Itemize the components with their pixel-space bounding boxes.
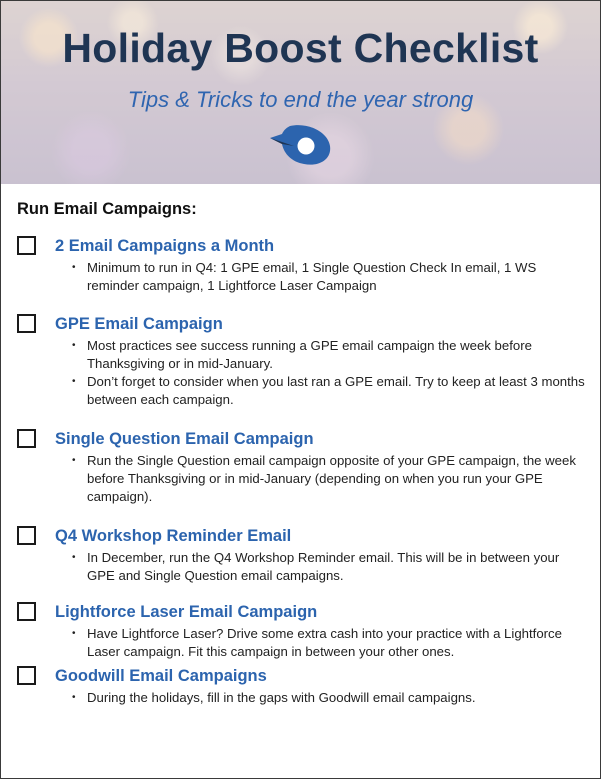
bullet-list — [55, 549, 586, 585]
checklist-item — [17, 235, 586, 295]
checkbox[interactable] — [17, 314, 36, 333]
section-heading: Run Email Campaigns: — [17, 200, 197, 218]
checklist-item — [17, 601, 586, 661]
bullet-item: • Run the Single Question email campaign opposite of your GPE campaign, the week before Thanksgiving or in mid-January (depending on when you run your GPE campaign). — [55, 452, 586, 506]
bullet-item: • Minimum to run in Q4: 1 GPE email, 1 Single Question Check In email, 1 WS reminder campaign, 1 Lightforce Laser Campaign — [55, 259, 586, 295]
checkbox[interactable] — [17, 429, 36, 448]
checklist-item — [17, 665, 586, 707]
bullet-list — [55, 689, 586, 707]
checkbox[interactable] — [17, 526, 36, 545]
checklist-item — [17, 428, 586, 506]
checklist-item — [17, 525, 586, 585]
bullet-item: • Most practices see success running a GPE email campaign the week before Thanksgiving or in mid-January. — [55, 337, 586, 373]
item-title: Single Question Email Campaign — [55, 430, 314, 448]
bullet-list — [55, 337, 586, 409]
bullet-item: • Have Lightforce Laser? Drive some extra cash into your practice with a Lightforce Laser campaign. Fit this campaign in between your other ones. — [55, 625, 586, 661]
bullet-item: • In December, run the Q4 Workshop Reminder email. This will be in between your GPE and Single Question email campaigns. — [55, 549, 586, 585]
checkbox[interactable] — [17, 602, 36, 621]
checkbox[interactable] — [17, 236, 36, 255]
checklist-item — [17, 313, 586, 409]
header-banner — [1, 1, 600, 184]
checklist-content — [17, 200, 586, 707]
item-title: GPE Email Campaign — [55, 315, 223, 333]
item-title: Goodwill Email Campaigns — [55, 667, 267, 685]
bullet-list — [55, 259, 586, 295]
bullet-list — [55, 452, 586, 506]
page-title: Holiday Boost Checklist — [62, 25, 539, 71]
item-title: Q4 Workshop Reminder Email — [55, 527, 292, 545]
bullet-list — [55, 625, 586, 661]
bullet-item: • Don’t forget to consider when you last ran a GPE email. Try to keep at least 3 months between each campaign. — [55, 373, 586, 409]
page-subtitle: Tips & Tricks to end the year strong — [127, 87, 474, 112]
brand-swirl-logo-icon — [268, 120, 334, 168]
item-title: 2 Email Campaigns a Month — [55, 237, 275, 255]
checkbox[interactable] — [17, 666, 36, 685]
item-title: Lightforce Laser Email Campaign — [55, 603, 318, 621]
bullet-item: • During the holidays, fill in the gaps with Goodwill email campaigns. — [55, 689, 586, 707]
